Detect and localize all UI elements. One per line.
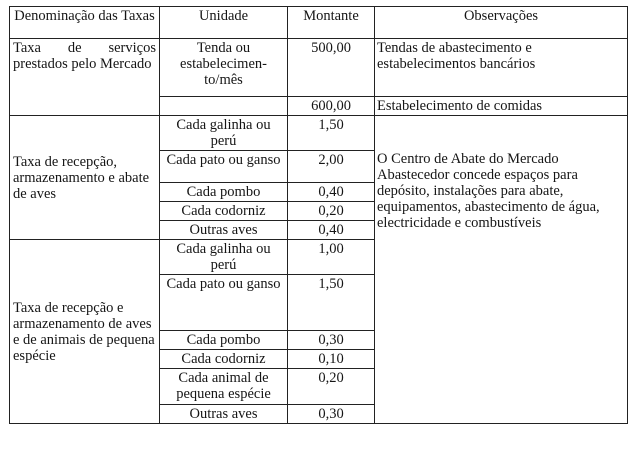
table-row [10, 116, 628, 151]
unit-cell [160, 97, 288, 116]
header-row [10, 7, 628, 39]
unit-cell: Cada codorniz [160, 202, 288, 221]
amount-cell: 0,20 [288, 202, 375, 221]
header-montante: Montante [288, 7, 375, 39]
header-observacoes: Observações [375, 7, 628, 39]
amount-cell: 0,10 [288, 350, 375, 369]
observation-cell: Tendas de abastecimento e estabelecimentos bancários [375, 39, 628, 97]
table-row [10, 39, 628, 97]
unit-cell: Cada pato ou ganso [160, 275, 288, 331]
unit-cell: Cada galinha ou perú [160, 116, 288, 151]
amount-cell: 0,40 [288, 221, 375, 240]
amount-cell: 1,50 [288, 275, 375, 331]
amount-cell: 500,00 [288, 39, 375, 97]
unit-cell: Cada pombo [160, 331, 288, 350]
unit-cell: Tenda ou estabelecimen-to/mês [160, 39, 288, 97]
fee-name-pequena-especie: Taxa de recepção e armazenamento de aves e de animais de pequena espécie [10, 240, 160, 424]
amount-cell: 0,20 [288, 369, 375, 405]
abate-observation: O Centro de Abate do Mercado Abastecedor concede espaços para depósito, instalações para abate, equipamentos, abastecimento de água, electricidade e combustíveis [377, 151, 600, 231]
amount-cell: 0,30 [288, 405, 375, 424]
amount-cell: 2,00 [288, 151, 375, 183]
amount-cell: 0,40 [288, 183, 375, 202]
fee-name-servicos: Taxa de serviços prestados pelo Mercado [10, 39, 160, 116]
observation-cell [375, 116, 628, 424]
amount-cell: 1,50 [288, 116, 375, 151]
unit-cell: Outras aves [160, 405, 288, 424]
unit-cell: Cada animal de pequena espécie [160, 369, 288, 405]
amount-cell: 1,00 [288, 240, 375, 275]
unit-cell: Outras aves [160, 221, 288, 240]
observation-cell: Estabelecimento de comidas [375, 97, 628, 116]
unit-cell: Cada codorniz [160, 350, 288, 369]
fees-table [9, 6, 628, 424]
amount-cell: 600,00 [288, 97, 375, 116]
header-unidade: Unidade [160, 7, 288, 39]
unit-cell: Cada pato ou ganso [160, 151, 288, 183]
unit-cell: Cada pombo [160, 183, 288, 202]
fee-name-abate-aves: Taxa de recepção, armazenamento e abate de aves [10, 116, 160, 240]
header-denominacao: Denominação das Taxas [10, 7, 160, 39]
amount-cell: 0,30 [288, 331, 375, 350]
unit-cell: Cada galinha ou perú [160, 240, 288, 275]
